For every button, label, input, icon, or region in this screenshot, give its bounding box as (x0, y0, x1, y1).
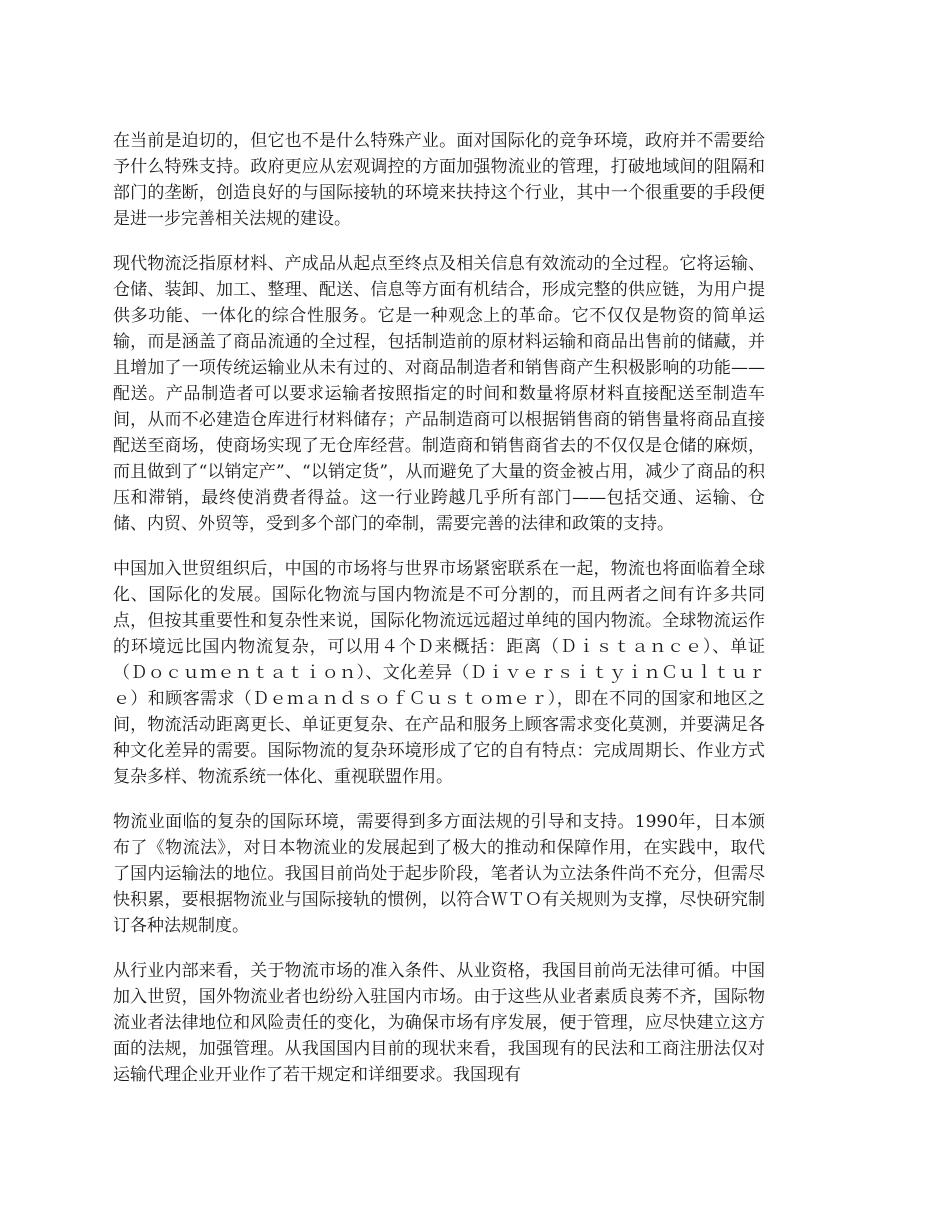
paragraph-2: 现代物流泛指原材料、产成品从起点至终点及相关信息有效流动的全过程。它将运输、仓储、装卸、加工、整理、配送、信息等方面有机结合，形成完整的供应链，为用户提供多功能、一体化的综合性服务。它是一种观念上的革命。它不仅仅是物资的简单运输，而是涵盖了商品流通的全过程，包括制造前的原材料运输和商品出售前的储藏，并且增加了一项传统运输业从未有过的、对商品制造者和销售商产生积极影响的功能——配送。产品制造者可以要求运输者按照指定的时间和数量将原材料直接配送至制造车间，从而不必建造仓库进行材料储存；产品制造商可以根据销售商的销售量将商品直接配送至商场，使商场实现了无仓库经营。制造商和销售商省去的不仅仅是仓储的麻烦，而且做到了“以销定产”、“以销定货”，从而避免了大量的资金被占用，减少了商品的积压和滞销，最终使消费者得益。这一行业跨越几乎所有部门——包括交通、运输、仓储、内贸、外贸等，受到多个部门的牵制，需要完善的法律和政策的支持。 (113, 254, 765, 534)
paragraph-1: 在当前是迫切的，但它也不是什么特殊产业。面对国际化的竞争环境，政府并不需要给予什么特殊支持。政府更应从宏观调控的方面加强物流业的管理，打破地域间的阻隔和部门的垄断，创造良好的与国际接轨的环境来扶持这个行业，其中一个很重要的手段便是进一步完善相关法规的建设。 (113, 131, 765, 229)
document-page (113, 128, 765, 1107)
paragraph-4: 物流业面临的复杂的国际环境，需要得到多方面法规的引导和支持。1990年，日本颁布了《物流法》，对日本物流业的发展起到了极大的推动和保障作用，在实践中，取代了国内运输法的地位。我国目前尚处于起步阶段，笔者认为立法条件尚不充分，但需尽快积累，要根据物流业与国际接轨的惯例，以符合ＷＴＯ有关规则为支撑，尽快研究制订各种法规制度。 (113, 812, 765, 936)
paragraph-5: 从行业内部来看，关于物流市场的准入条件、从业资格，我国目前尚无法律可循。中国加入世贸，国外物流业者也纷纷入驻国内市场。由于这些从业者素质良莠不齐，国际物流业者法律地位和风险责任的变化，为确保市场有序发展，便于管理，应尽快建立这方面的法规，加强管理。从我国国内目前的现状来看，我国现有的民法和工商注册法仅对运输代理企业开业作了若干规定和详细要求。我国现有 (113, 961, 765, 1085)
paragraph-3: 中国加入世贸组织后，中国的市场将与世界市场紧密联系在一起，物流也将面临着全球化、国际化的发展。国际化物流与国内物流是不可分割的，而且两者之间有许多共同点，但按其重要性和复杂性来说，国际化物流远远超过单纯的国内物流。全球物流运作的环境远比国内物流复杂，可以用４个Ｄ来概括：距离（Ｄｉｓｔａｎｃｅ）、单证（Ｄｏｃｕｍｅｎｔａｔｉｏｎ）、文化差异（ＤｉｖｅｒｓｉｔｙｉｎＣｕｌｔｕｒｅ）和顾客需求（ＤｅｍａｎｄｓｏｆＣｕｓｔｏｍｅｒ），即在不同的国家和地区之间，物流活动距离更长、单证更复杂、在产品和服务上顾客需求变化莫测，并要满足各种文化差异的需要。国际物流的复杂环境形成了它的自有特点：完成周期长、作业方式复杂多样、物流系统一体化、重视联盟作用。 (113, 559, 765, 787)
